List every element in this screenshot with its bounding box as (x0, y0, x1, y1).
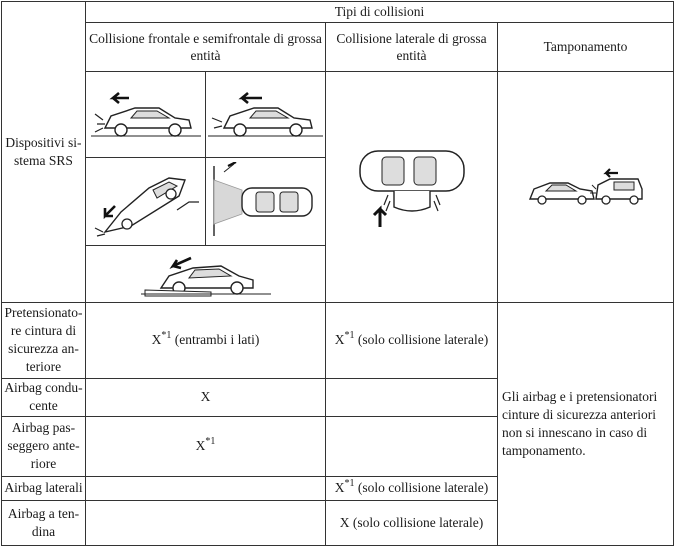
footnote-ref: *1 (205, 436, 216, 448)
rear-note: Gli airbag e i pretensionatori cinture di sicurezza anteriori non si innescano in caso di tamponamento. (502, 388, 658, 458)
car-ramp-impact-icon (91, 162, 201, 240)
rear-note-cell (498, 302, 674, 545)
frontal-cell (86, 302, 326, 378)
frontal-cell (86, 416, 326, 476)
car-frontal-offset-impact-icon (208, 84, 323, 144)
side-collision-title: Collisione laterale di grossa entità (336, 31, 487, 64)
side-collision-header (326, 23, 498, 72)
frontal-illustration-3 (86, 157, 206, 245)
car-oblique-frontal-impact-icon (208, 162, 323, 240)
row-label (2, 500, 86, 545)
table-row (2, 302, 674, 378)
row-label-text: Airbag a ten- dina (7, 505, 80, 539)
side-cell (326, 416, 498, 476)
footnote-ref: *1 (344, 478, 355, 490)
row-label (2, 302, 86, 378)
footnote-ref: *1 (344, 330, 355, 342)
srs-devices-label (2, 2, 86, 303)
frontal-collision-header (86, 23, 326, 72)
srs-devices-text: Dispositivi si- stema SRS (5, 134, 82, 168)
activation-condition: (solo collisione laterale) (349, 514, 484, 530)
rear-illustration (498, 72, 674, 302)
car-frontal-impact-icon (91, 84, 201, 144)
row-label-text: Pretensionato- re cintura di sicurezza an- teriore (4, 305, 83, 375)
activation-condition: (entrambi i lati) (171, 332, 260, 348)
car-underride-impact-icon (141, 250, 271, 298)
row-label-text: Airbag laterali (4, 480, 83, 496)
activation-mark: X (195, 438, 206, 454)
side-cell (326, 500, 498, 545)
frontal-cell (86, 476, 326, 500)
frontal-illustration-4 (206, 157, 326, 245)
frontal-collision-title: Collisione frontale e semifrontale di grossa entità (89, 31, 322, 64)
rear-collision-title: Tamponamento (543, 39, 628, 55)
collision-types-title: Tipi di collisioni (334, 4, 425, 20)
frontal-illustrations (86, 72, 326, 302)
frontal-cell (86, 500, 326, 545)
activation-condition: (solo collisione laterale) (354, 480, 489, 496)
activation-mark: X (200, 389, 211, 405)
side-cell (326, 302, 498, 378)
activation-mark: X (151, 332, 162, 348)
row-label-text: Airbag condu- cente (4, 380, 83, 414)
activation-mark: X (334, 332, 345, 348)
activation-condition: (solo collisione laterale) (354, 332, 489, 348)
activation-mark: X (339, 514, 350, 530)
collision-table (1, 1, 674, 546)
collision-types-header (86, 2, 674, 23)
side-illustration (326, 72, 498, 302)
frontal-illustration-1 (86, 72, 206, 157)
activation-mark: X (334, 480, 345, 496)
rear-collision-header (498, 23, 674, 72)
frontal-illustration-5 (86, 245, 325, 301)
side-cell (326, 378, 498, 416)
frontal-cell (86, 378, 326, 416)
footnote-ref: *1 (161, 330, 172, 342)
row-label (2, 378, 86, 416)
car-rear-end-impact-icon (526, 167, 646, 207)
car-side-impact-icon (354, 145, 470, 229)
side-cell (326, 476, 498, 500)
frontal-illustration-2 (206, 72, 326, 157)
row-label-text: Airbag pas- seggero ante- riore (7, 420, 80, 472)
row-label (2, 476, 86, 500)
row-label (2, 416, 86, 476)
